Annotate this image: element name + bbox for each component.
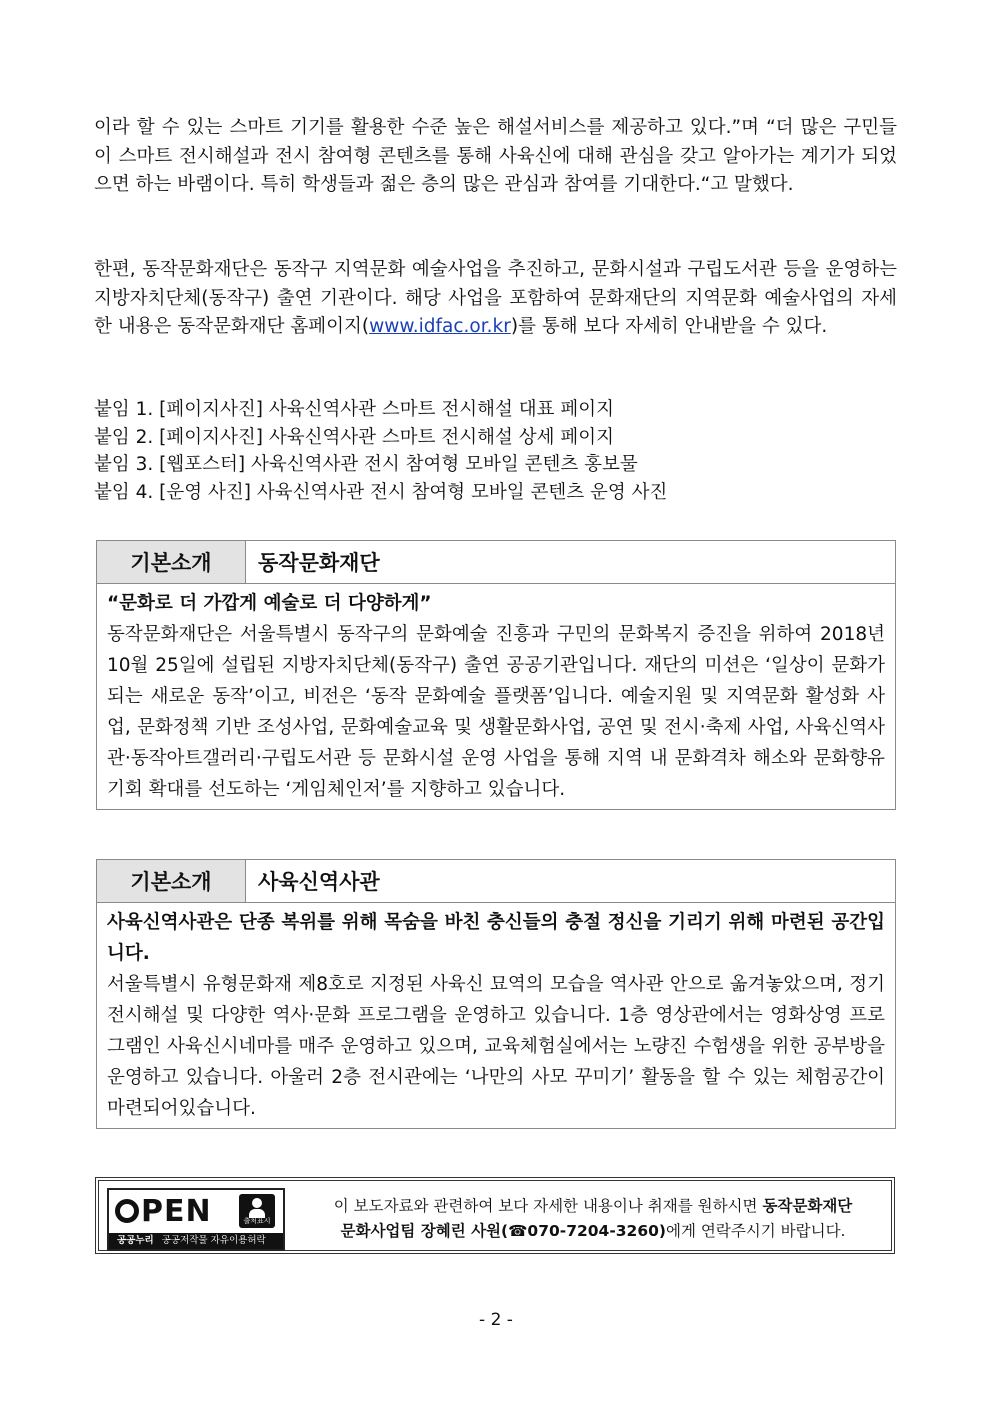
- box-title: 사육신역사관: [258, 870, 380, 894]
- paragraph-2-text-after: )를 통해 보다 자세히 안내받을 수 있다.: [510, 316, 828, 337]
- attachment-item-3: 붙임 3. [웹포스터] 사육신역사관 전시 참여형 모바일 콘텐츠 홍보물: [94, 454, 638, 475]
- intro-box-foundation: [96, 540, 896, 810]
- contact-org: 동작문화재단: [762, 1197, 853, 1215]
- box-description: 서울특별시 유형문화재 제8호로 지정된 사육신 묘역의 모습을 역사관 안으로 옮겨놓았으며, 정기 전시해설 및 다양한 역사·문화 프로그램을 운영하고 있습니다. 1층 영상관에서는 영화상영 프로그램인 사육신시네마를 매주 운영하고 있으며, 교육체험실에서는 노량진 수험생을 위한 공부방을 운영하고 있습니다. 아울러 2층 전시관에는 ‘나만의 사모 꾸미기’ 활동을 할 수 있는 체험공간이 마련되어있습니다.: [107, 974, 885, 1119]
- ogl-open-mark: [115, 1194, 212, 1229]
- box-title: 동작문화재단: [258, 551, 380, 575]
- paragraph-2-text-before: 한편, 동작문화재단은 동작구 지역문화 예술사업을 추진하고, 문화시설과 구립도서관 등을 운영하는 지방자치단체(동작구) 출연 기관이다. 해당 사업을 포함하여 문화재단의 지역문화 예술사업의 자세한 내용은 동작문화재단 홈페이지(: [94, 259, 897, 337]
- box-header: [97, 860, 895, 903]
- contact-inner-border: [98, 1180, 892, 1251]
- ogl-open-text: PEN: [141, 1194, 212, 1229]
- contact-text: [299, 1194, 887, 1244]
- open-license-logo: [107, 1188, 285, 1251]
- intro-paragraph-2: [94, 256, 897, 342]
- ogl-o-ring-icon: [115, 1199, 139, 1223]
- intro-paragraph-1: 이라 할 수 있는 스마트 기기를 활용한 수준 높은 해설서비스를 제공하고 있다.”며 “더 많은 구민들이 스마트 전시해설과 전시 참여형 콘텐츠를 통해 사육신에 대해 관심을 갖고 알아가는 계기가 되었으면 하는 바램이다. 특히 학생들과 젊은 층의 많은 관심과 참여를 기대한다.“고 말했다.: [94, 117, 897, 195]
- box-label: 기본소개: [97, 541, 246, 583]
- intro-box-museum: [96, 859, 896, 1129]
- ogl-brand-desc: 공공저작물 자유이용허락: [161, 1235, 266, 1246]
- box-header: [97, 541, 895, 584]
- contact-person: 문화사업팀 장혜린 사원(☎070-7204-3260): [340, 1222, 666, 1240]
- box-body: [97, 903, 895, 1128]
- contact-box: [95, 1177, 895, 1254]
- attachment-item-4: 붙임 4. [운영 사진] 사육신역사관 전시 참여형 모바일 콘텐츠 운영 사진: [94, 481, 668, 503]
- box-label: 기본소개: [97, 860, 246, 902]
- attachment-item-1: 붙임 1. [페이지사진] 사육신역사관 스마트 전시해설 대표 페이지: [94, 399, 615, 420]
- contact-line-1-text: 이 보도자료와 관련하여 보다 자세한 내용이나 취재를 원하시면: [333, 1197, 763, 1215]
- attribution-person-icon: [239, 1194, 275, 1228]
- ogl-brand-bar: [109, 1233, 283, 1249]
- contact-line-1: [299, 1194, 887, 1219]
- contact-line-2: [299, 1219, 887, 1244]
- page-number: - 2 -: [479, 1310, 513, 1330]
- ogl-brand: 공공누리: [117, 1235, 154, 1246]
- attribution-tag: 출처표시: [243, 1217, 271, 1225]
- contact-line-2-text: 에게 연락주시기 바랍니다.: [666, 1222, 846, 1240]
- box-body: [97, 584, 895, 809]
- box-description: 동작문화재단은 서울특별시 동작구의 문화예술 진흥과 구민의 문화복지 증진을 위하여 2018년 10월 25일에 설립된 지방자치단체(동작구) 출연 공공기관입니다. 재단의 미션은 ‘일상이 문화가 되는 새로운 동작’이고, 비전은 ‘동작 문화예술 플랫폼’입니다. 예술지원 및 지역문화 활성화 사업, 문화정책 기반 조성사업, 문화예술교육 및 생활문화사업, 공연 및 전시·축제 사업, 사육신역사관·동작아트갤러리·구립도서관 등 문화시설 운영 사업을 통해 지역 내 문화격차 해소와 문화향유 기회 확대를 선도하는 ‘게임체인저’를 지향하고 있습니다.: [107, 624, 885, 800]
- attachment-item-2: 붙임 2. [페이지사진] 사육신역사관 스마트 전시해설 상세 페이지: [94, 426, 615, 448]
- attachment-list: [94, 396, 897, 506]
- box-lead: 사육신역사관은 단종 복위를 위해 목숨을 바친 충신들의 충절 정신을 기리기 위해 마련된 공간입니다.: [107, 912, 885, 964]
- homepage-link[interactable]: www.idfac.or.kr: [369, 316, 511, 337]
- box-slogan: “문화로 더 가깝게 예술로 더 다양하게”: [107, 593, 432, 614]
